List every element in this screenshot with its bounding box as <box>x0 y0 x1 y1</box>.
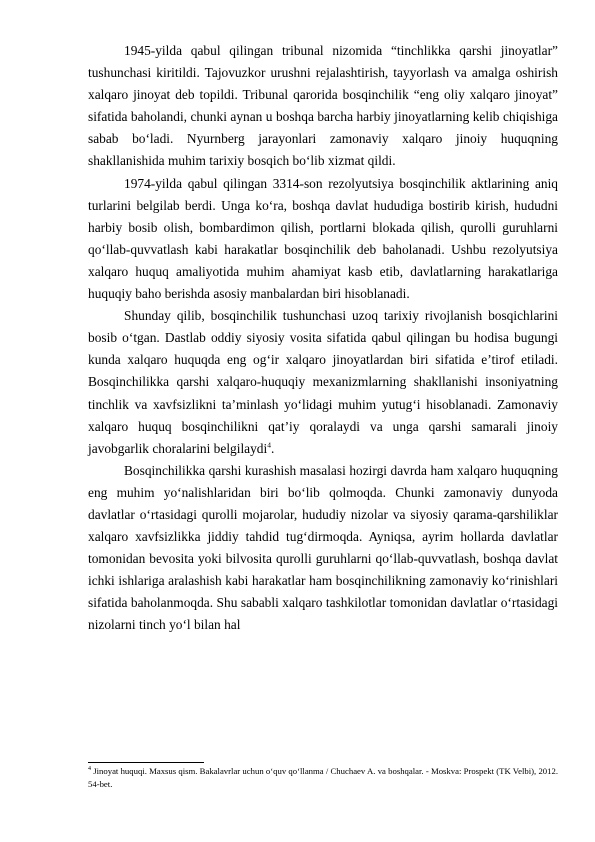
footnote-text: Jinoyat huquqi. Maxsus qism. Bakalavrlar uchun o‘quv qo‘llanma / Chuchaev A. va boshqalar. - Moskva: Prospekt (TK Velbi), 2012. 54-bet. <box>88 766 558 789</box>
footnote-number: 4 <box>88 766 91 773</box>
paragraph-2: 1974-yilda qabul qilingan 3314-son rezolyutsiya bosqinchilik aktlarining aniq turlarini belgilab berdi. Unga ko‘ra, boshqa davlat hududiga bostirib kirish, hududni harbiy bosib olish, bombardimon qilish, portlarni blokada qilish, qurolli guruhlarni qo‘llab-quvvatlash kabi harakatlar bosqinchilik deb baholanadi. Ushbu rezolyutsiya xalqaro huquq amaliyotida muhim ahamiyat kasb etib, davlatlarning harakatlariga huquqiy baho berishda asosiy manbalardan biri hisoblanadi. <box>88 175 558 302</box>
footnote <box>88 765 558 790</box>
paragraph-4: Bosqinchilikka qarshi kurashish masalasi hozirgi davrda ham xalqaro huquqning eng muhim yo‘nalishlaridan biri bo‘lib qolmoqda. Chunki zamonaviy dunyoda davlatlar o‘rtasidagi qurolli mojarolar, hududiy nizolar va siyosiy qarama-qarshiliklar xalqaro xavfsizlikka jiddiy tahdid tug‘dirmoqda. Ayniqsa, ayrim hollarda davlatlar tomonidan bevosita yoki bilvosita qurolli guruhlarni qo‘llab-quvvatlash, boshqa davlat ichki ishlariga aralashish kabi harakatlar ham bosqinchilikning zamonaviy ko‘rinishlari sifatida baholanmoqda. Shu sababli xalqaro tashkilotlar tomonidan davlatlar o‘rtasidagi nizolarni tinch yo‘l bilan hal <box>88 462 558 633</box>
paragraph-3-period: . <box>270 440 275 456</box>
footnote-separator <box>88 762 204 763</box>
paragraph-1: 1945-yilda qabul qilingan tribunal nizomida “tinchlikka qarshi jinoyatlar” tushunchasi kiritildi. Tajovuzkor urushni rejalashtirish, tayyorlash va amalga oshirish xalqaro jinoyat deb topildi. Tribunal qarorida bosqinchilik “eng oliy xalqaro jinoyat” sifatida baholandi, chunki aynan u boshqa barcha harbiy jinoyatlarning kelib chiqishiga sabab bo‘ladi. Nyurnberg jarayonlari zamonaviy xalqaro jinoiy huquqning shakllanishida muhim tarixiy bosqich bo‘lib xizmat qildi. <box>88 43 558 169</box>
footnote-reference[interactable]: 4 <box>267 440 271 450</box>
paragraph-3-text: Shunday qilib, bosqinchilik tushunchasi uzoq tarixiy rivojlanish bosqichlarini bosib o‘tgan. Dastlab oddiy siyosiy vosita sifatida qabul qilingan bu hodisa bugungi kunda xalqaro huquqda eng og‘ir xalqaro jinoyatlardan biri sifatida e’tirof etiladi. Bosqinchilikka qarshi xalqaro-huquqiy mexanizmlarning shakllanishi insoniyatning tinchlik va xavfsizlikni ta’minlash yo‘lidagi muhim yutug‘i hisoblanadi. Zamonaviy xalqaro huquq bosqinchilikni qat’iy qoralaydi va unga qarshi samarali jinoiy javobgarlik choralarini belgilaydi <box>88 308 558 456</box>
paragraph-3 <box>88 305 558 460</box>
body-text <box>88 40 558 637</box>
